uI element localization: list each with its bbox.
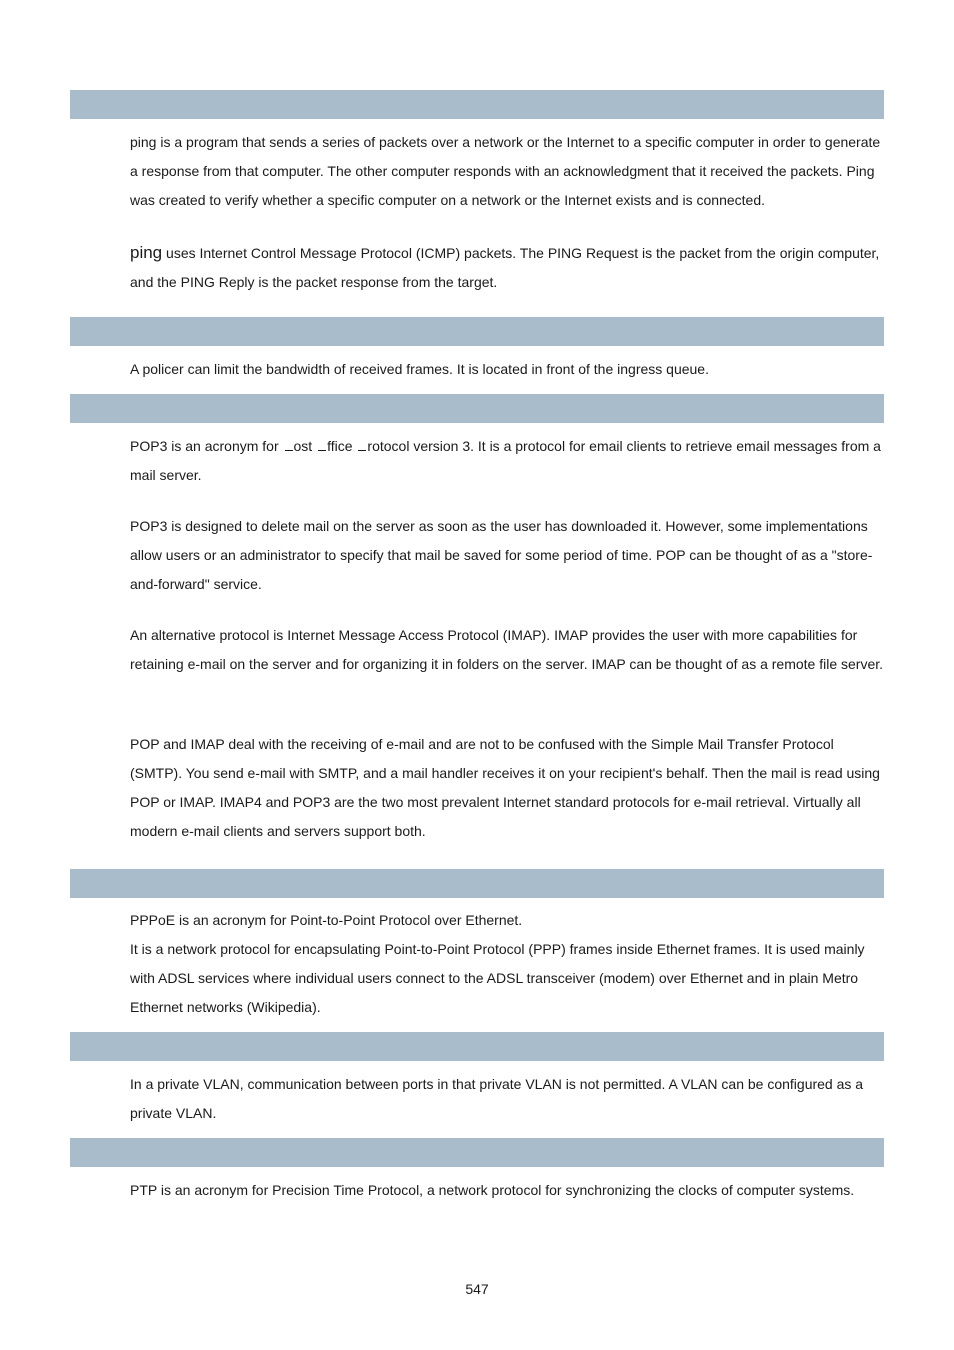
pop3-p1-part-c: ffice	[327, 438, 357, 454]
ping-paragraph-2	[130, 238, 884, 297]
section-header-bar-pop3	[70, 394, 884, 423]
ping-paragraph-2-text: uses Internet Control Message Protocol (ICMP) packets. The PING Request is the packet from the origin computer, and the PING Reply is the packet response from the target.	[130, 245, 880, 290]
pop3-paragraph-1	[130, 432, 884, 490]
pop3-paragraph-4: POP and IMAP deal with the receiving of e-mail and are not to be confused with the Simple Mail Transfer Protocol (SMTP). You send e-mail with SMTP, and a mail handler receives it on your recipient's behalf. Then the mail is read using POP or IMAP. IMAP4 and POP3 are the two most prevalent Internet standard protocols for e-mail retrieval. Virtually all modern e-mail clients and servers support both.	[130, 736, 880, 839]
missing-letter-o	[318, 438, 326, 451]
section-header-bar-ptp	[70, 1138, 884, 1167]
section-header-bar-policer	[70, 317, 884, 346]
section-header-bar-pppoe	[70, 869, 884, 898]
section-header-bar-ping	[70, 90, 884, 119]
pppoe-paragraph-2: It is a network protocol for encapsulating Point-to-Point Protocol (PPP) frames inside Ethernet frames. It is used mainly with ADSL services where individual users connect to the ADSL transceiver (modem) over Ethernet and in plain Metro Ethernet networks (Wikipedia).	[130, 941, 865, 1015]
pop3-paragraph-3: An alternative protocol is Internet Message Access Protocol (IMAP). IMAP provides the user with more capabilities for retaining e-mail on the server and for organizing it in folders on the server. IMAP can be thought of as a remote file server.	[130, 627, 884, 672]
policer-paragraph-1: A policer can limit the bandwidth of received frames. It is located in front of the ingress queue.	[130, 361, 709, 377]
ping-paragraph-1: ping is a program that sends a series of packets over a network or the Internet to a specific computer in order to generate a response from that computer. The other computer responds with an acknowledgment that it received the packets. Ping was created to verify whether a specific computer on a network or the Internet exists and is connected.	[130, 134, 881, 208]
page-number: 547	[465, 1281, 489, 1297]
missing-letter-p	[285, 438, 293, 451]
missing-letter-p2	[358, 438, 366, 451]
pppoe-paragraph-1: PPPoE is an acronym for Point-to-Point Protocol over Ethernet.	[130, 912, 523, 928]
pvlan-paragraph-1: In a private VLAN, communication between ports in that private VLAN is not permitted. A VLAN can be configured as a private VLAN.	[130, 1076, 864, 1121]
pop3-p1-part-d: rotocol version 3. It is a protocol for email clients to retrieve email messages from a mail server.	[130, 438, 881, 483]
pop3-p1-part-b: ost	[293, 438, 317, 454]
section-header-bar-private-vlan	[70, 1032, 884, 1061]
pop3-p1-part-a: POP3 is an acronym for	[130, 438, 283, 454]
ptp-paragraph-1: PTP is an acronym for Precision Time Protocol, a network protocol for synchronizing the clocks of computer systems.	[130, 1182, 855, 1198]
pop3-paragraph-2: POP3 is designed to delete mail on the server as soon as the user has downloaded it. However, some implementations allow users or an administrator to specify that mail be saved for some period of time. POP can be thought of as a "store-and-forward" service.	[130, 518, 873, 592]
ping-lead-word: ping	[130, 243, 163, 262]
